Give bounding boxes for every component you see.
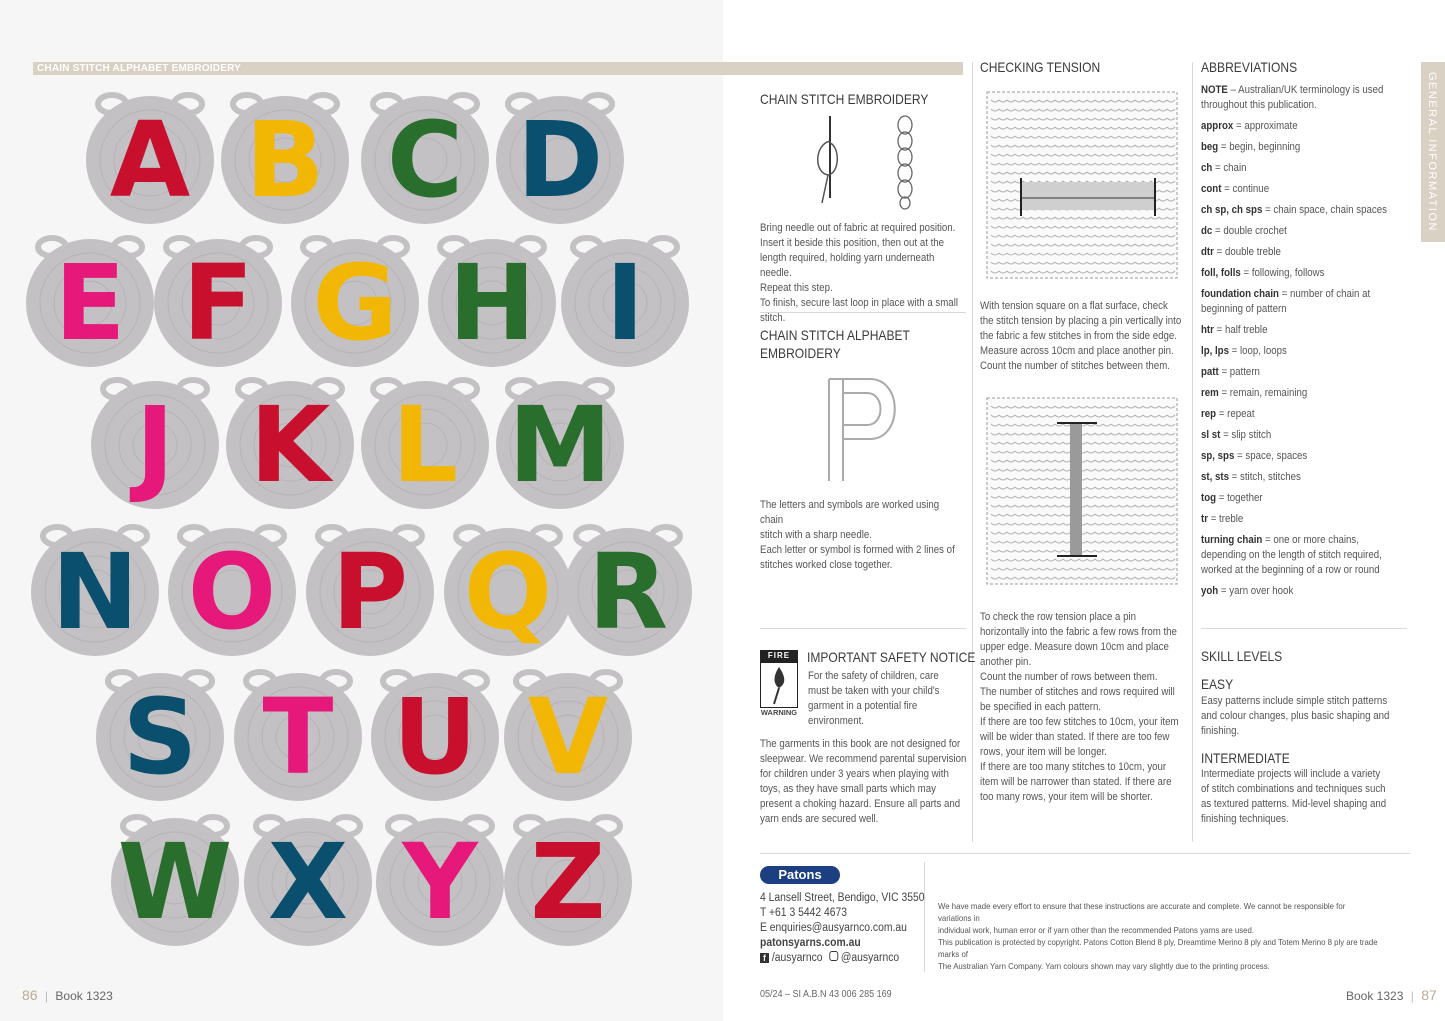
left-page-number: 86 | Book 1323	[22, 987, 113, 1003]
abbreviation-item	[1201, 344, 1405, 359]
letter-w: W	[117, 821, 233, 943]
text-line: stitch with a sharp needle.	[760, 529, 872, 541]
abbreviation-item	[1201, 224, 1405, 239]
letter-g: G	[312, 242, 398, 364]
fire-warning-icon	[760, 650, 798, 722]
print-code: 05/24 – SI A.B.N 43 006 285 169	[760, 989, 892, 1000]
abbreviation-term: approx	[1201, 120, 1234, 132]
chain-stitch-text	[760, 221, 962, 326]
abbreviation-item	[1201, 83, 1405, 113]
chain-stitch-title: CHAIN STITCH EMBROIDERY	[760, 91, 929, 107]
abbreviation-item	[1201, 512, 1405, 527]
text-line: will be wider than stated. If there are too few	[980, 731, 1170, 743]
abbreviation-item	[1201, 365, 1405, 380]
abbreviation-definition: = half treble	[1213, 324, 1268, 336]
abbreviation-definition: = double crochet	[1212, 225, 1287, 237]
abbreviation-item	[1201, 449, 1405, 464]
abbreviation-term: sp, sps	[1201, 450, 1235, 462]
text-line: sleepwear. We recommend parental supervision	[760, 753, 967, 765]
letter-disc-i	[561, 238, 689, 367]
abbreviation-definition: = loop, loops	[1228, 345, 1287, 357]
letter-disc-u	[371, 672, 499, 801]
column-divider	[1192, 62, 1193, 842]
letter-t: T	[262, 676, 334, 798]
warning-label: WARNING	[760, 708, 798, 717]
abbreviation-term: foundation chain	[1201, 288, 1279, 300]
text-line: For the safety of children, care	[808, 670, 939, 682]
patons-logo: Patons	[760, 866, 840, 884]
letter-s: S	[122, 676, 198, 798]
abbreviation-definition: = stitch, stitches	[1228, 471, 1301, 483]
column-divider	[972, 62, 973, 842]
abbreviation-term: rem	[1201, 387, 1219, 399]
abbreviation-term: dc	[1201, 225, 1213, 237]
letter-disc-g	[291, 238, 419, 367]
abbreviation-definition: = one or more chains, depending on the length of stitch required, worked at the beginning of a row or round	[1201, 534, 1382, 576]
disclaimer	[938, 900, 1380, 972]
abbreviation-definition: = chain space, chain spaces	[1262, 204, 1387, 216]
abbreviation-definition: = pattern	[1218, 366, 1260, 378]
book-number: Book 1323	[55, 989, 113, 1003]
text-line: This publication is protected by copyright. Patons Cotton Blend 8 ply, Dreamtime Merino 8 ply and Totem Merino 8 ply are trade marks of	[938, 937, 1378, 959]
letter-i: I	[605, 242, 645, 364]
text-line: The garments in this book are not designed for	[760, 738, 961, 750]
text-line: Insert it beside this position, then out at the	[760, 237, 945, 249]
letter-disc-q	[444, 527, 572, 656]
abbreviation-term: NOTE	[1201, 84, 1228, 96]
abbreviation-definition: = slip stitch	[1220, 429, 1272, 441]
text-line: toys, as they have small parts which may	[760, 783, 936, 795]
letter-r: R	[587, 531, 669, 653]
letter-f: F	[182, 242, 254, 364]
abbreviation-term: foll, folls	[1201, 267, 1241, 279]
abbreviation-term: patt	[1201, 366, 1219, 378]
text-line: item will be narrower than stated. If there are	[980, 776, 1172, 788]
abbreviations-title: ABBREVIATIONS	[1201, 59, 1298, 75]
text-line: and colour changes, plus basic shaping and	[1201, 710, 1390, 722]
abbreviation-item	[1201, 533, 1405, 578]
abbreviation-item	[1201, 323, 1405, 338]
chain-alphabet-title-2: EMBROIDERY	[760, 345, 841, 361]
letter-p: P	[331, 531, 409, 653]
section-divider	[760, 628, 966, 629]
abbreviation-item	[1201, 266, 1405, 281]
abbreviation-definition: = yarn over hook	[1218, 585, 1294, 597]
abbreviation-item	[1201, 203, 1405, 218]
row-tension-swatch	[985, 396, 1180, 588]
abbreviation-term: tr	[1201, 513, 1208, 525]
abbreviation-term: tog	[1201, 492, 1217, 504]
abbreviation-definition: = remain, remaining	[1218, 387, 1308, 399]
facebook-handle[interactable]: /ausyarnco	[771, 952, 823, 964]
text-line: If there are too many stitches to 10cm, your	[980, 761, 1167, 773]
abbreviation-definition: = treble	[1207, 513, 1244, 525]
letter-disc-v	[504, 672, 632, 801]
letter-disc-f	[154, 238, 282, 367]
text-line: Bring needle out of fabric at required position.	[760, 222, 956, 234]
letter-disc-z	[504, 817, 632, 946]
letter-disc-x	[244, 817, 372, 946]
safety-intro	[808, 669, 966, 729]
text-line: Count the number of stitches between them.	[980, 360, 1170, 372]
letter-v: V	[527, 676, 609, 798]
abbreviation-item	[1201, 584, 1405, 599]
text-line: environment.	[808, 715, 864, 727]
text-line: The letters and symbols are worked using chain	[760, 499, 940, 526]
text-line: With tension square on a flat surface, check	[980, 300, 1168, 312]
letter-disc-a	[86, 95, 214, 224]
letter-disc-n	[31, 527, 159, 656]
letter-disc-c	[361, 95, 489, 224]
abbreviation-item	[1201, 491, 1405, 506]
letter-disc-h	[428, 238, 556, 367]
letter-p-diagram	[815, 373, 910, 488]
chain-stitch-diagram	[810, 113, 920, 211]
letter-disc-k	[226, 380, 354, 509]
text-line: If there are too few stitches to 10cm, your item	[980, 716, 1179, 728]
text-line: To finish, secure last loop in place with a small stitch.	[760, 297, 958, 324]
letter-b: B	[245, 99, 325, 221]
abbreviation-definition: = space, spaces	[1234, 450, 1308, 462]
skill-levels-title: SKILL LEVELS	[1201, 648, 1283, 664]
text-line: another pin.	[980, 656, 1032, 668]
abbreviation-term: ch	[1201, 162, 1213, 174]
letter-k: K	[249, 384, 331, 506]
abbreviation-item	[1201, 182, 1405, 197]
abbreviation-item	[1201, 407, 1405, 422]
phone: T +61 3 5442 4673	[760, 907, 848, 919]
abbreviation-term: beg	[1201, 141, 1219, 153]
letter-e: E	[54, 242, 126, 364]
letter-c: C	[386, 99, 464, 221]
abbreviation-term: yoh	[1201, 585, 1219, 597]
footer-divider	[760, 853, 1410, 854]
text-line: upper edge. Measure down 10cm and place	[980, 641, 1169, 653]
letter-n: N	[51, 531, 139, 653]
text-line: Count the number of rows between them.	[980, 671, 1158, 683]
side-tab-label: GENERAL INFORMATION	[1426, 72, 1438, 232]
text-line: The Australian Yarn Company. Yarn colours shown may vary slightly due to the printing process.	[938, 961, 1270, 971]
letter-d: D	[516, 99, 604, 221]
letter-disc-e	[26, 238, 154, 367]
letter-o: O	[187, 531, 277, 653]
letter-disc-y	[376, 817, 504, 946]
text-line: Measure across 10cm and place another pin.	[980, 345, 1174, 357]
abbreviation-definition: = repeat	[1216, 408, 1255, 420]
letter-disc-t	[234, 672, 362, 801]
text-line: finishing.	[1201, 725, 1240, 737]
letter-j: J	[135, 384, 175, 506]
abbreviations-list	[1201, 83, 1405, 605]
text-line: yarn ends are secured well.	[760, 813, 879, 825]
abbreviation-definition: = together	[1216, 492, 1263, 504]
text-line: length required, holding yarn underneath needle.	[760, 252, 935, 279]
contact-block	[760, 891, 925, 966]
abbreviation-item	[1201, 161, 1405, 176]
letter-disc-b	[221, 95, 349, 224]
abbreviation-definition: = continue	[1221, 183, 1270, 195]
page-number: 86	[22, 987, 38, 1003]
facebook-icon: f	[760, 953, 769, 963]
address: 4 Lansell Street, Bendigo, VIC 3550	[760, 892, 925, 904]
text-line: To check the row tension place a pin	[980, 611, 1137, 623]
tension-para-1	[980, 299, 1184, 374]
email-link[interactable]: E enquiries@ausyarnco.com.au	[760, 922, 907, 934]
abbreviation-definition: = number of chain at beginning of pattern	[1201, 288, 1371, 315]
letter-m: M	[508, 384, 612, 506]
letter-x: X	[267, 821, 349, 943]
stitch-tension-swatch	[985, 90, 1180, 282]
text-line: The number of stitches and rows required will	[980, 686, 1175, 698]
text-line: rows, your item will be longer.	[980, 746, 1107, 758]
abbreviation-term: st, sts	[1201, 471, 1229, 483]
abbreviation-definition: = approximate	[1233, 120, 1298, 132]
abbreviation-item	[1201, 470, 1405, 485]
letter-disc-o	[168, 527, 296, 656]
abbreviation-definition: = following, follows	[1240, 267, 1325, 279]
alphabet-discs	[0, 0, 723, 1000]
letter-disc-p	[306, 527, 434, 656]
abbreviation-term: cont	[1201, 183, 1222, 195]
section-divider	[1201, 628, 1407, 629]
tension-title: CHECKING TENSION	[980, 59, 1101, 75]
flame-match-icon	[760, 662, 798, 708]
page-number: 87	[1421, 987, 1437, 1003]
abbreviation-definition: = chain	[1212, 162, 1247, 174]
text-line: Repeat this step.	[760, 282, 833, 294]
instagram-handle[interactable]: @ausyarnco	[840, 952, 900, 964]
abbreviation-term: sl st	[1201, 429, 1221, 441]
abbreviation-term: dtr	[1201, 246, 1214, 258]
tension-para-2	[980, 610, 1184, 805]
book-number: Book 1323	[1346, 989, 1404, 1003]
text-line: horizontally into the fabric a few rows from the	[980, 626, 1177, 638]
text-line: must be taken with your child's	[808, 685, 940, 697]
text-line: the stitch tension by placing a pin vertically into	[980, 315, 1182, 327]
easy-title: EASY	[1201, 676, 1234, 692]
text-line: for children under 3 years when playing with	[760, 768, 949, 780]
instagram-icon	[829, 951, 838, 961]
letter-disc-m	[496, 380, 624, 509]
intermediate-title: INTERMEDIATE	[1201, 750, 1290, 766]
abbreviation-item	[1201, 140, 1405, 155]
abbreviation-term: htr	[1201, 324, 1214, 336]
text-line: garment in a potential fire	[808, 700, 918, 712]
general-information-tab	[1421, 62, 1445, 242]
abbreviation-item	[1201, 287, 1405, 317]
abbreviation-definition: – Australian/UK terminology is used throughout this publication.	[1201, 84, 1384, 111]
abbreviation-item	[1201, 428, 1405, 443]
letter-a: A	[109, 99, 191, 221]
intermediate-text	[1201, 767, 1405, 827]
text-line: the fabric a few stitches in from the side edge.	[980, 330, 1177, 342]
letter-disc-s	[96, 672, 224, 801]
letter-l: L	[391, 384, 459, 506]
letter-h: H	[448, 242, 536, 364]
letter-disc-l	[361, 380, 489, 509]
text-line: Intermediate projects will include a variety	[1201, 768, 1381, 780]
abbreviation-definition: = double treble	[1213, 246, 1281, 258]
abbreviation-definition: = begin, beginning	[1218, 141, 1301, 153]
text-line: Each letter or symbol is formed with 2 lines of	[760, 544, 955, 556]
safety-body	[760, 737, 967, 827]
text-line: We have made every effort to ensure that these instructions are accurate and complete. We cannot be responsible for variations in	[938, 901, 1346, 923]
text-line: individual work, human error or if yarn other than the recommended Patons yarns are used.	[938, 925, 1255, 935]
abbreviation-item	[1201, 245, 1405, 260]
text-line: finishing techniques.	[1201, 813, 1289, 825]
abbreviation-term: rep	[1201, 408, 1217, 420]
letter-y: Y	[402, 821, 478, 943]
letter-disc-d	[496, 95, 624, 224]
letter-disc-r	[564, 527, 692, 656]
text-line: be specified in each pattern.	[980, 701, 1102, 713]
letter-disc-j	[91, 380, 219, 509]
safety-title: IMPORTANT SAFETY NOTICE	[807, 649, 976, 665]
fire-label: FIRE	[760, 650, 798, 662]
easy-text	[1201, 694, 1405, 739]
abbreviation-term: lp, lps	[1201, 345, 1229, 357]
right-page-number: Book 1323 | 87	[1346, 987, 1437, 1003]
abbreviation-item	[1201, 386, 1405, 401]
text-line: of stitch combinations and techniques such	[1201, 783, 1386, 795]
chain-alphabet-text	[760, 498, 962, 573]
text-line: too many rows, your item will be shorter.	[980, 791, 1153, 803]
chain-alphabet-title-1: CHAIN STITCH ALPHABET	[760, 327, 910, 343]
abbreviation-term: ch sp, ch sps	[1201, 204, 1263, 216]
text-line: Easy patterns include simple stitch patterns	[1201, 695, 1388, 707]
text-line: as textured patterns. Mid-level shaping and	[1201, 798, 1387, 810]
abbreviation-term: turning chain	[1201, 534, 1263, 546]
letter-disc-w	[111, 817, 239, 946]
section-header-label: CHAIN STITCH ALPHABET EMBROIDERY	[37, 63, 241, 74]
letter-q: Q	[463, 531, 553, 653]
abbreviation-item	[1201, 119, 1405, 134]
text-line: present a choking hazard. Ensure all parts and	[760, 798, 961, 810]
letter-z: Z	[530, 821, 606, 943]
letter-u: U	[392, 676, 478, 798]
website-link[interactable]: patonsyarns.com.au	[760, 937, 861, 949]
text-line: stitches worked close together.	[760, 559, 893, 571]
